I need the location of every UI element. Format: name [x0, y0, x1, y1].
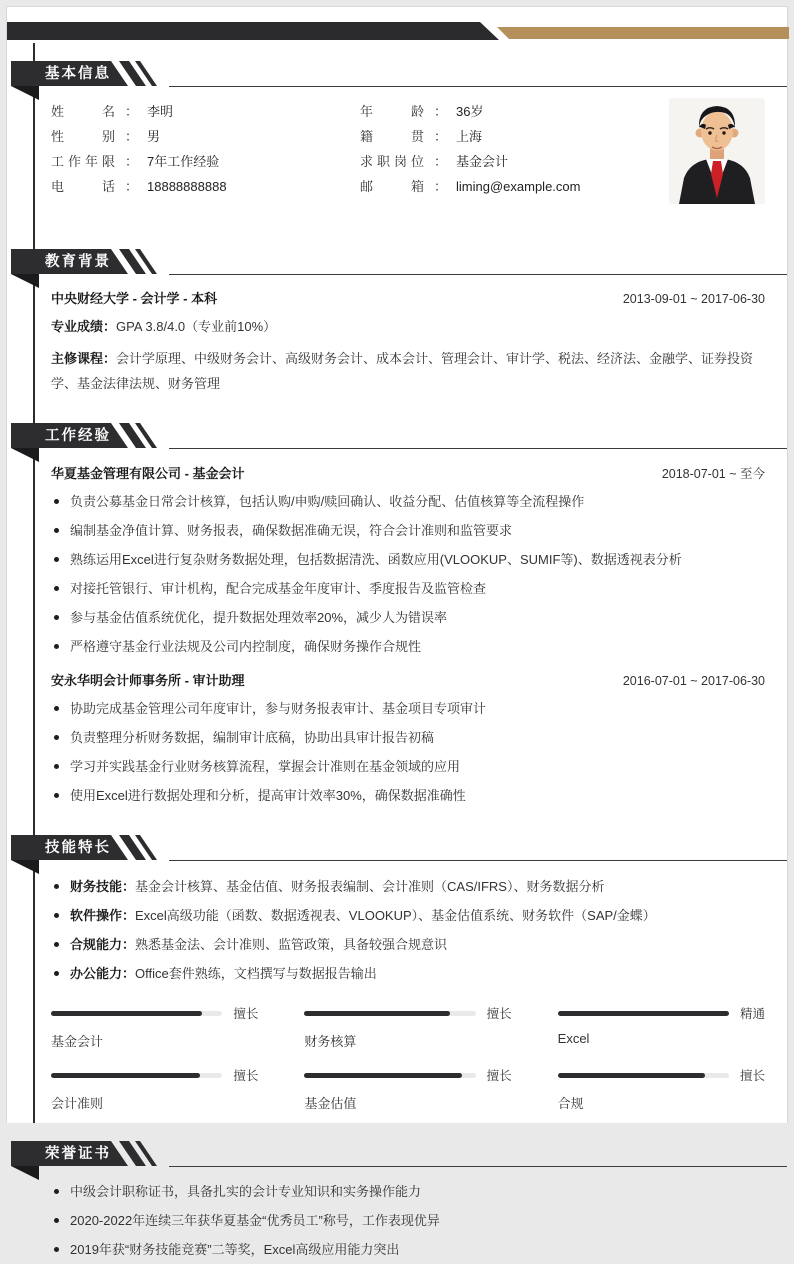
basic-field-row — [51, 99, 360, 124]
skill-bar-item — [558, 1066, 765, 1112]
basic-field-row — [51, 124, 360, 149]
skill-category-label: 办公能力： — [70, 966, 136, 981]
field-label: 性别 — [51, 129, 115, 144]
skill-level-label: 精通 — [739, 1007, 765, 1021]
company-role: 华夏基金管理有限公司 - 基金会计 — [51, 466, 245, 481]
basic-field-row — [360, 149, 669, 174]
field-colon: ： — [125, 154, 139, 169]
skill-bar-fill — [51, 1011, 202, 1016]
field-value: 18888888888 — [147, 179, 227, 194]
skill-name-label: 基金估值 — [304, 1096, 357, 1111]
resume-page — [6, 6, 788, 1257]
job-entry-header — [51, 670, 765, 689]
skill-bar-item — [51, 1004, 258, 1050]
section-header-basic-info — [7, 61, 787, 87]
section-rule — [169, 86, 787, 87]
skill-bars-grid — [51, 1004, 765, 1112]
detail-label: 专业成绩： — [51, 319, 117, 334]
honor-bullet: 2020-2022年连续三年获华夏基金“优秀员工”称号，工作表现优异 — [51, 1206, 765, 1235]
skill-bar-item — [304, 1066, 511, 1112]
field-value: 上海 — [456, 129, 483, 144]
education-dates: 2013-09-01 ~ 2017-06-30 — [622, 292, 765, 306]
section-header-skills — [7, 835, 787, 861]
top-accent-bars — [7, 22, 789, 44]
education-body — [51, 288, 765, 396]
field-colon: ： — [434, 154, 448, 169]
field-label: 姓名 — [51, 104, 115, 119]
company-role: 安永华明会计师事务所 - 审计助理 — [51, 673, 245, 688]
field-value: 36岁 — [456, 104, 484, 119]
job-bullet: 学习并实践基金行业财务核算流程，掌握会计准则在基金领域的应用 — [51, 752, 765, 781]
basic-field-row — [360, 124, 669, 149]
skill-level-label: 擅长 — [739, 1069, 765, 1083]
section-title: 工作经验 — [45, 428, 111, 444]
skill-bar-fill — [558, 1073, 705, 1078]
section-rule — [169, 274, 787, 275]
top-gold-bar — [497, 27, 789, 39]
profile-photo — [669, 98, 765, 204]
skill-bar-track — [51, 1011, 222, 1016]
field-colon: ： — [125, 104, 139, 119]
field-colon: ： — [434, 104, 448, 119]
skill-category-label: 财务技能： — [70, 879, 136, 894]
education-detail-row — [51, 346, 765, 396]
field-label: 邮箱 — [360, 179, 424, 194]
basic-fields-left — [51, 96, 360, 204]
field-label: 工作年限 — [51, 154, 115, 169]
job-bullet: 熟练运用Excel进行复杂财务数据处理，包括数据清洗、函数应用(VLOOKUP、SUMIF等)、数据透视表分析 — [51, 545, 765, 574]
skill-name-label: 合规 — [557, 1096, 584, 1111]
section-rule — [169, 860, 787, 861]
skill-bar-item — [51, 1066, 258, 1112]
skill-bullet — [51, 872, 765, 901]
basic-field-row — [360, 174, 669, 199]
basic-field-row — [51, 149, 360, 174]
skill-bar-row — [304, 1066, 511, 1084]
skill-category-label: 合规能力： — [70, 937, 136, 952]
field-label: 求职岗位 — [360, 154, 424, 169]
field-colon: ： — [434, 179, 448, 194]
field-colon: ： — [125, 179, 139, 194]
skill-bar-track — [558, 1011, 729, 1016]
job-bullet: 参与基金估值系统优化，提升数据处理效率20%，减少人为错误率 — [51, 603, 765, 632]
field-label: 籍贯 — [360, 129, 424, 144]
detail-text: GPA 3.8/4.0（专业前10%） — [116, 319, 277, 334]
job-entry-header — [51, 463, 765, 482]
basic-info-body — [51, 96, 765, 204]
field-label: 年龄 — [360, 104, 424, 119]
section-header-education — [7, 249, 787, 275]
skill-level-label: 擅长 — [486, 1069, 512, 1083]
education-entry-header — [51, 288, 765, 307]
section-rule — [169, 448, 787, 449]
skill-bar-fill — [304, 1011, 450, 1016]
skill-category-text: Excel高级功能（函数、数据透视表、VLOOKUP）、基金估值系统、财务软件（SAP/金蝶） — [135, 908, 656, 923]
skills-bullet-list — [51, 872, 765, 988]
honor-bullet: 2019年获“财务技能竞赛”二等奖，Excel高级应用能力突出 — [51, 1235, 765, 1264]
skill-bar-fill — [304, 1073, 462, 1078]
skill-bar-track — [304, 1073, 475, 1078]
field-value: liming@example.com — [456, 179, 581, 194]
section-title: 教育背景 — [45, 254, 111, 270]
skill-bar-row — [51, 1066, 258, 1084]
job-bullet: 对接托管银行、审计机构，配合完成基金年度审计、季度报告及监管检查 — [51, 574, 765, 603]
field-colon: ： — [125, 129, 139, 144]
skill-category-text: Office套件熟练，文档撰写与数据报告输出 — [135, 966, 377, 981]
job-bullet: 负责公募基金日常会计核算，包括认购/申购/赎回确认、收益分配、估值核算等全流程操作 — [51, 487, 765, 516]
skill-bullet — [51, 930, 765, 959]
skill-bullet — [51, 959, 765, 988]
skill-bullet — [51, 901, 765, 930]
skill-bar-row — [558, 1066, 765, 1084]
job-bullet-list — [51, 487, 765, 661]
skill-bar-track — [304, 1011, 475, 1016]
honors-bullet-list — [51, 1177, 765, 1264]
field-label: 电话 — [51, 179, 115, 194]
skill-bar-item — [558, 1004, 765, 1050]
basic-fields-right — [360, 96, 669, 204]
job-entry-1 — [51, 463, 765, 661]
field-value: 李明 — [147, 104, 174, 119]
section-title: 荣誉证书 — [45, 1146, 111, 1162]
skill-bar-row — [558, 1004, 765, 1022]
basic-field-row — [360, 99, 669, 124]
job-bullet: 严格遵守基金行业法规及公司内控制度，确保财务操作合规性 — [51, 632, 765, 661]
skill-bar-fill — [51, 1073, 200, 1078]
section-header-honors — [7, 1141, 787, 1167]
skill-name-label: Excel — [557, 1031, 590, 1046]
skill-category-label: 软件操作： — [70, 908, 136, 923]
detail-label: 主修课程： — [51, 351, 117, 366]
skill-bar-row — [51, 1004, 258, 1022]
section-title: 技能特长 — [45, 840, 111, 856]
job-dates: 2018-07-01 ~ 至今 — [661, 467, 765, 481]
job-bullet: 协助完成基金管理公司年度审计，参与财务报表审计、基金项目专项审计 — [51, 694, 765, 723]
skill-bar-track — [558, 1073, 729, 1078]
job-dates: 2016-07-01 ~ 2017-06-30 — [622, 674, 765, 688]
skill-level-label: 擅长 — [233, 1007, 259, 1021]
top-dark-bar — [7, 22, 499, 40]
job-bullet-list — [51, 694, 765, 810]
skills-body — [51, 872, 765, 1112]
field-value: 男 — [147, 129, 161, 144]
ribbon-fold — [11, 86, 39, 100]
job-bullet: 编制基金净值计算、财务报表，确保数据准确无误，符合会计准则和监管要求 — [51, 516, 765, 545]
skill-category-text: 熟悉基金法、会计准则、监管政策，具备较强合规意识 — [135, 937, 448, 952]
honor-bullet: 中级会计职称证书，具备扎实的会计专业知识和实务操作能力 — [51, 1177, 765, 1206]
basic-field-row — [51, 174, 360, 199]
section-header-work — [7, 423, 787, 449]
education-detail-row — [51, 314, 765, 339]
section-title: 基本信息 — [45, 66, 111, 82]
honors-body — [51, 1177, 765, 1264]
skill-level-label: 擅长 — [486, 1007, 512, 1021]
skill-category-text: 基金会计核算、基金估值、财务报表编制、会计准则（CAS/IFRS）、财务数据分析 — [135, 879, 605, 894]
job-bullet: 负责整理分析财务数据，编制审计底稿，协助出具审计报告初稿 — [51, 723, 765, 752]
skill-bar-row — [304, 1004, 511, 1022]
skill-name-label: 基金会计 — [51, 1034, 104, 1049]
skill-bar-item — [304, 1004, 511, 1050]
detail-text: 会计学原理、中级财务会计、高级财务会计、成本会计、管理会计、审计学、税法、经济法、金融学、证券投资学、基金法律法规、财务管理 — [51, 351, 754, 391]
left-vertical-rule — [33, 43, 35, 1123]
skill-level-label: 擅长 — [233, 1069, 259, 1083]
field-value: 7年工作经验 — [147, 154, 220, 169]
field-colon: ： — [434, 129, 448, 144]
section-rule — [169, 1166, 787, 1167]
skill-name-label: 会计准则 — [51, 1096, 104, 1111]
skill-bar-track — [51, 1073, 222, 1078]
school-degree: 中央财经大学 - 会计学 - 本科 — [51, 291, 218, 306]
field-value: 基金会计 — [456, 154, 509, 169]
job-bullet: 使用Excel进行数据处理和分析，提高审计效率30%，确保数据准确性 — [51, 781, 765, 810]
skill-bar-fill — [558, 1011, 729, 1016]
job-entry-2 — [51, 670, 765, 810]
skill-name-label: 财务核算 — [304, 1034, 357, 1049]
